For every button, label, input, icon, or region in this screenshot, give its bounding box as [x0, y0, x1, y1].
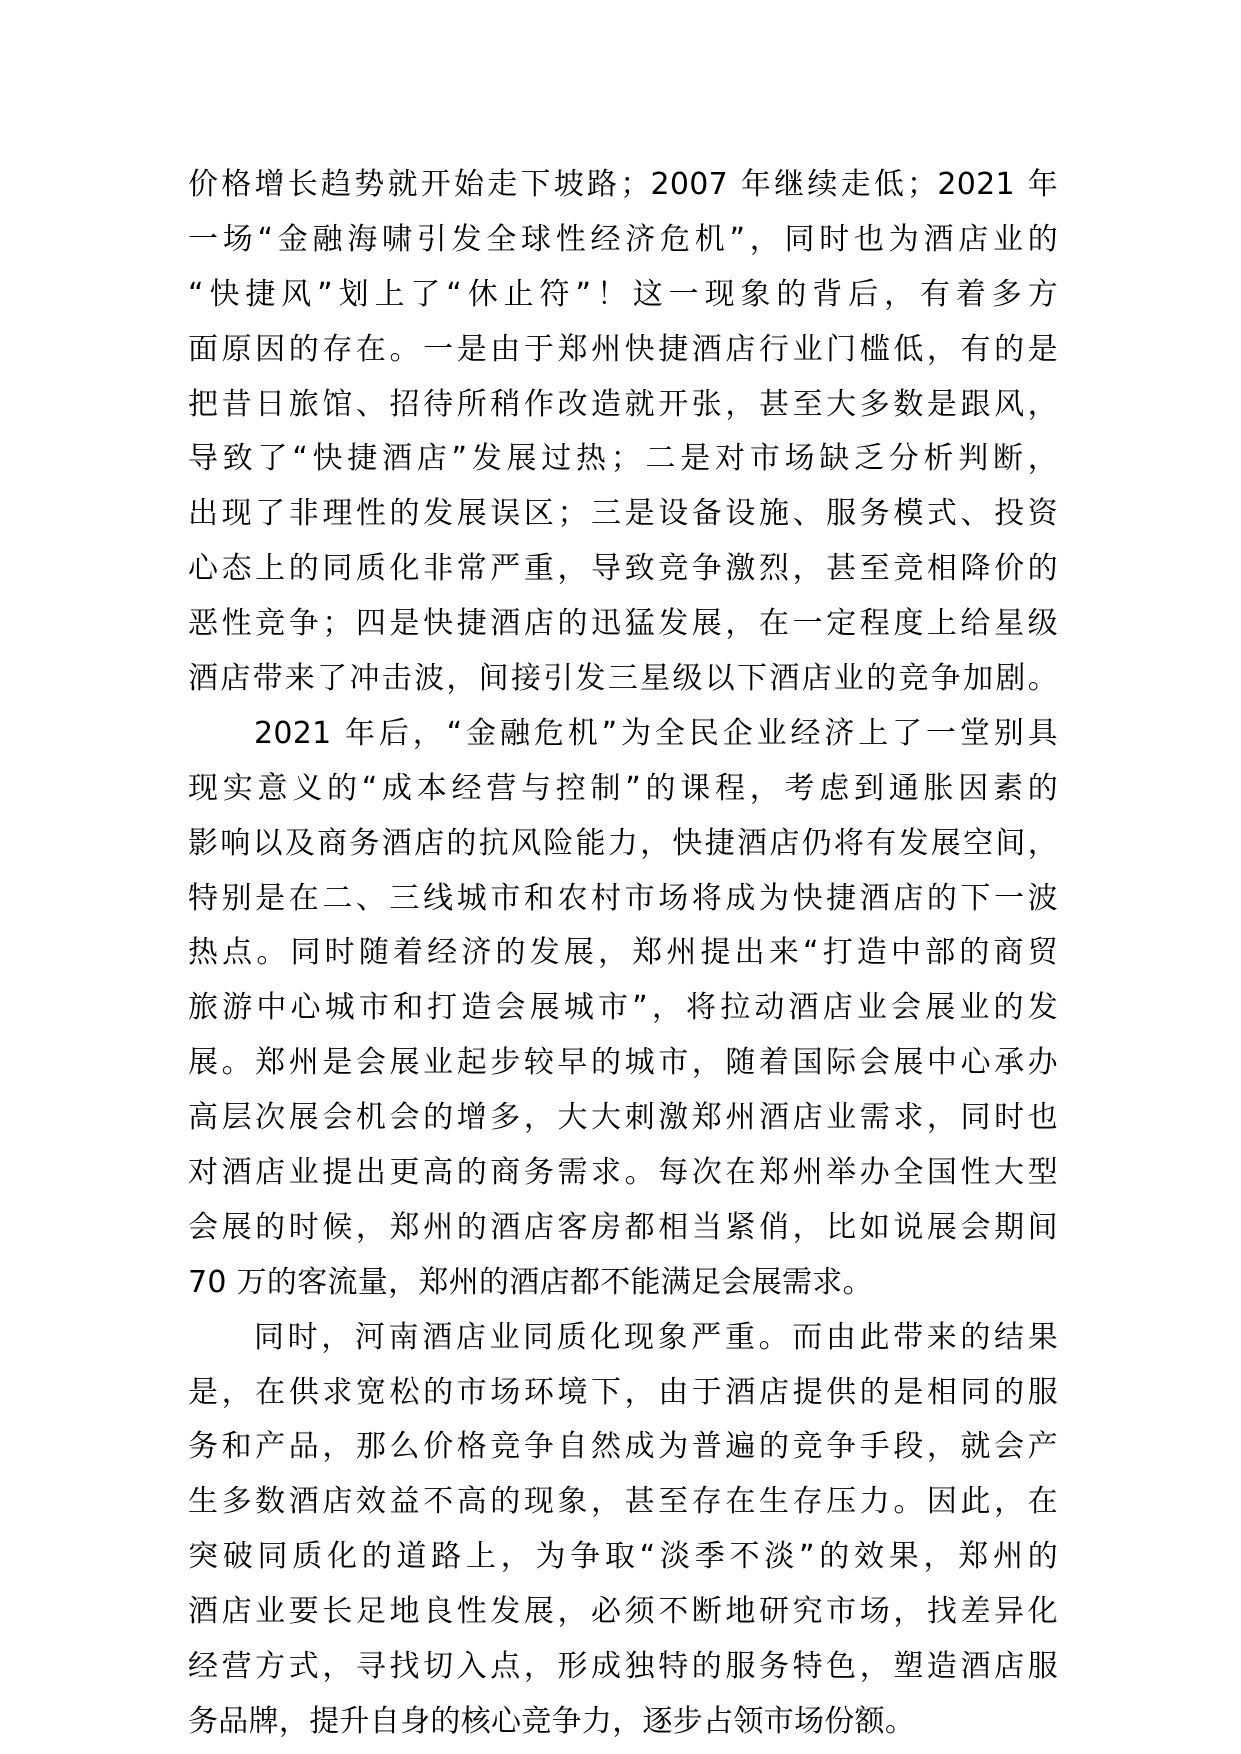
text-line: 一场“金融海啸引发全球性经济危机”，同时也为酒店业的 [188, 221, 1058, 257]
text-line: 生多数酒店效益不高的现象，甚至存在生存压力。因此，在 [188, 1484, 1058, 1520]
text-line: 特别是在二、三线城市和农村市场将成为快捷酒店的下一波 [188, 880, 1058, 916]
text-line: 出现了非理性的发展误区；三是设备设施、服务模式、投资 [188, 496, 1058, 532]
text-line: “快捷风”划上了“休止符”！这一现象的背后，有着多方 [188, 276, 1058, 312]
text-line: 展。郑州是会展业起步较早的城市，随着国际会展中心承办 [188, 1045, 1058, 1081]
text-line: 把昔日旅馆、招待所稍作改造就开张，甚至大多数是跟风， [188, 386, 1058, 422]
text-line: 价格增长趋势就开始走下坡路；2007 年继续走低；2021 年 [188, 167, 1058, 202]
text-line: 面原因的存在。一是由于郑州快捷酒店行业门槛低，有的是 [188, 331, 1058, 367]
text-line: 是，在供求宽松的市场环境下，由于酒店提供的是相同的服 [188, 1374, 1058, 1410]
paragraph-first-line: 同时，河南酒店业同质化现象严重。而由此带来的结果 [254, 1319, 1058, 1355]
paragraph-last-line: 务品牌，提升自身的核心竞争力，逐步占领市场份额。 [188, 1703, 916, 1739]
text-line: 旅游中心城市和打造会展城市”，将拉动酒店业会展业的发 [188, 990, 1058, 1026]
text-line: 突破同质化的道路上，为争取“淡季不淡”的效果，郑州的 [188, 1539, 1058, 1575]
text-line: 高层次展会机会的增多，大大刺激郑州酒店业需求，同时也 [188, 1100, 1058, 1136]
text-line: 恶性竞争；四是快捷酒店的迅猛发展，在一定程度上给星级 [188, 606, 1058, 642]
text-line: 务和产品，那么价格竞争自然成为普遍的竞争手段，就会产 [188, 1429, 1058, 1465]
text-line: 酒店业要长足地良性发展，必须不断地研究市场，找差异化 [188, 1594, 1058, 1630]
paragraph-first-line: 2021 年后，“金融危机”为全民企业经济上了一堂别具 [254, 715, 1058, 751]
text-line: 经营方式，寻找切入点，形成独特的服务特色，塑造酒店服 [188, 1649, 1058, 1685]
text-line: 对酒店业提出更高的商务需求。每次在郑州举办全国性大型 [188, 1155, 1058, 1191]
text-line: 导致了“快捷酒店”发展过热；二是对市场缺乏分析判断， [188, 441, 1058, 477]
text-line: 热点。同时随着经济的发展，郑州提出来“打造中部的商贸 [188, 935, 1058, 971]
text-line: 影响以及商务酒店的抗风险能力，快捷酒店仍将有发展空间， [188, 825, 1058, 861]
paragraph-last-line: 70 万的客流量，郑州的酒店都不能满足会展需求。 [188, 1264, 873, 1300]
text-line: 现实意义的“成本经营与控制”的课程，考虑到通胀因素的 [188, 770, 1058, 806]
text-line: 会展的时候，郑州的酒店客房都相当紧俏，比如说展会期间 [188, 1209, 1058, 1245]
text-line: 心态上的同质化非常严重，导致竞争激烈，甚至竞相降价的 [188, 551, 1058, 587]
text-line: 酒店带来了冲击波，间接引发三星级以下酒店业的竞争加剧。 [188, 661, 1058, 697]
body-text [188, 158, 1058, 1750]
